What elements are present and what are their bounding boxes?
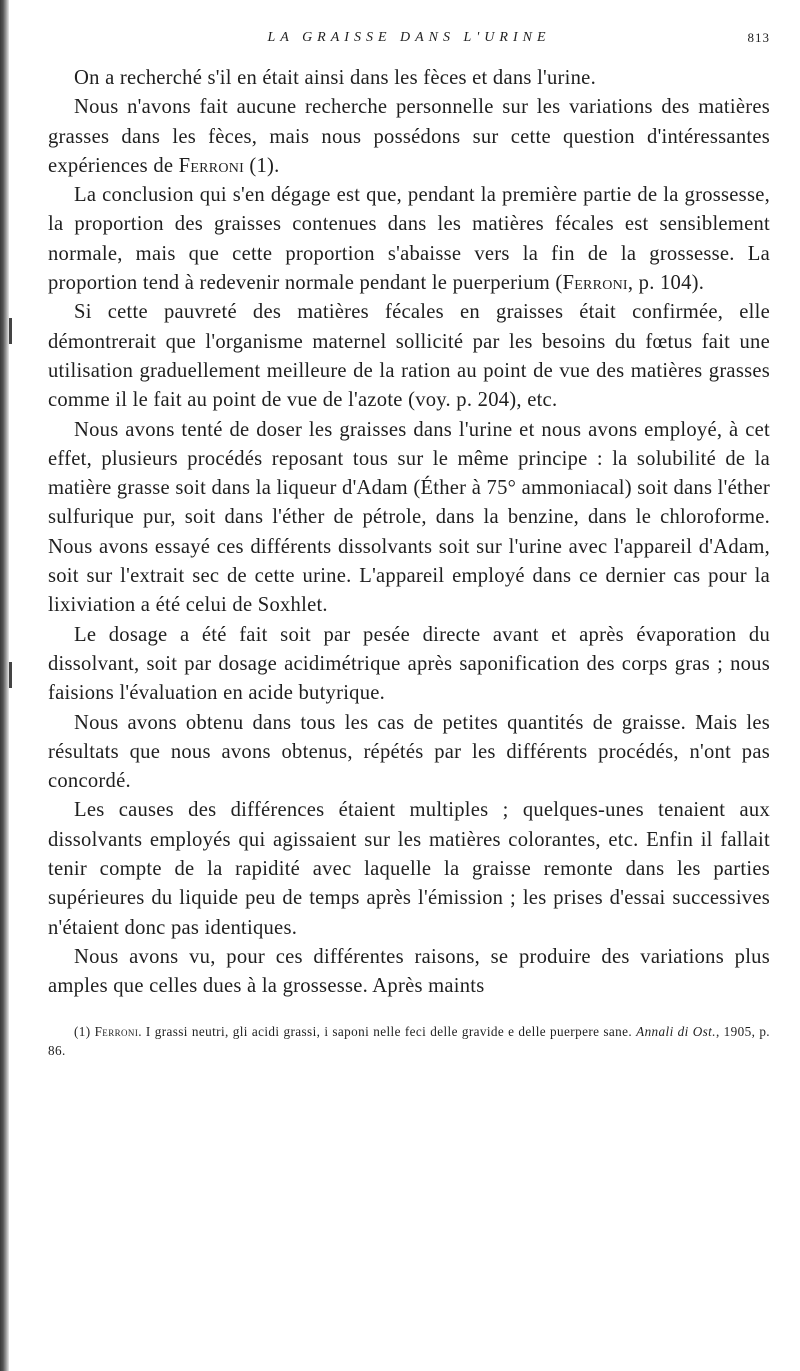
footnote-marker: (1) (74, 1023, 91, 1039)
paragraph-text: Nous avons obtenu dans tous les cas de petites quantités de graisse. Mais les résultats que nous avons obtenus, répétés par les différents procédés, n'ont pas concordé. (48, 711, 770, 793)
paragraph (48, 181, 770, 298)
footnotes (48, 1022, 770, 1060)
paragraph (48, 298, 770, 415)
paragraph (48, 621, 770, 709)
binding-notch (9, 318, 12, 344)
paragraph (48, 796, 770, 942)
page-binding-edge (0, 0, 9, 1371)
citation: , p. 104). (627, 272, 705, 295)
paragraph-text: La conclusion qui s'en dégage est que, pendant la première partie de la grossesse, la proportion des graisses contenues dans les matières fécales est sensiblement normale, mais que cette proportion s'abaisse vers la fin de la grossesse. La proportion tend à redevenir normale pendant le puerperium ( (48, 184, 770, 295)
footnote-citation: , 1905, p. 86. (48, 1023, 771, 1058)
binding-notch (9, 662, 12, 688)
paragraph-text: On a recherché s'il en était ainsi dans les fèces et dans l'urine. (74, 67, 596, 89)
running-head (48, 30, 770, 58)
paragraph (48, 943, 770, 1002)
footnote-author: Ferroni (94, 1023, 139, 1039)
paragraph (48, 709, 770, 797)
paragraph-text: Si cette pauvreté des matières fécales en graisses était confirmée, elle démontrerait que l'organisme maternel sollicité par les besoins du fœtus fait une utilisation graduellement meilleure de la ration au point de vue des matières grasses comme il le fait au point de vue de l'azote (voy. p. 204), etc. (48, 301, 770, 412)
running-head-title: LA GRAISSE DANS L'URINE (267, 30, 551, 45)
author-name: Ferroni (178, 154, 244, 177)
footnote-journal: Annali di Ost. (636, 1023, 716, 1039)
footnote-text: . I grassi neutri, gli acidi grassi, i saponi nelle feci delle gravide e delle puerpere sane. (138, 1023, 637, 1039)
paragraph-text: Nous avons vu, pour ces différentes raisons, se produire des variations plus amples que celles dues à la grossesse. Après maints (48, 945, 770, 998)
page-number: 813 (747, 30, 770, 45)
paragraph-text: Nous avons tenté de doser les graisses dans l'urine et nous avons employé, à cet effet, plusieurs procédés reposant tous sur le même principe : la solubilité de la matière grasse soit dans la liqueur d'Adam (Éther à 75° ammoniacal) soit dans l'éther sulfurique pur, soit dans l'éther de pétrole, dans la benzine, dans le chloroforme. Nous avons essayé ces différents dissolvants soit sur l'urine avec l'appareil d'Adam, soit sur l'extrait sec de cette urine. L'appareil employé dans ce dernier cas pour la lixiviation a été celui de Soxhlet. (48, 418, 770, 617)
paragraph-text: Nous n'avons fait aucune recherche personnelle sur les variations des matières grasses dans les fèces, mais nous possédons sur cette question d'intéressantes expériences de (48, 96, 770, 177)
footnote-reference: (1). (244, 154, 280, 177)
body-text (48, 64, 770, 1002)
paragraph (48, 416, 770, 621)
book-page (48, 0, 770, 1060)
paragraph (48, 64, 770, 93)
footnote (48, 1022, 770, 1060)
author-name: Ferroni (562, 272, 628, 295)
paragraph (48, 93, 770, 181)
paragraph-text: Le dosage a été fait soit par pesée directe avant et après évaporation du dissolvant, soit par dosage acidimétrique après saponification des corps gras ; nous faisions l'évaluation en acide butyrique. (48, 623, 770, 705)
paragraph-text: Les causes des différences étaient multiples ; quelques-unes tenaient aux dissolvants employés qui agissaient sur les matières colorantes, etc. Enfin il fallait tenir compte de la rapidité avec laquelle la graisse remonte dans les parties supérieures du liquide peu de temps après l'émission ; les prises d'essai successives n'étaient donc pas identiques. (48, 799, 770, 939)
